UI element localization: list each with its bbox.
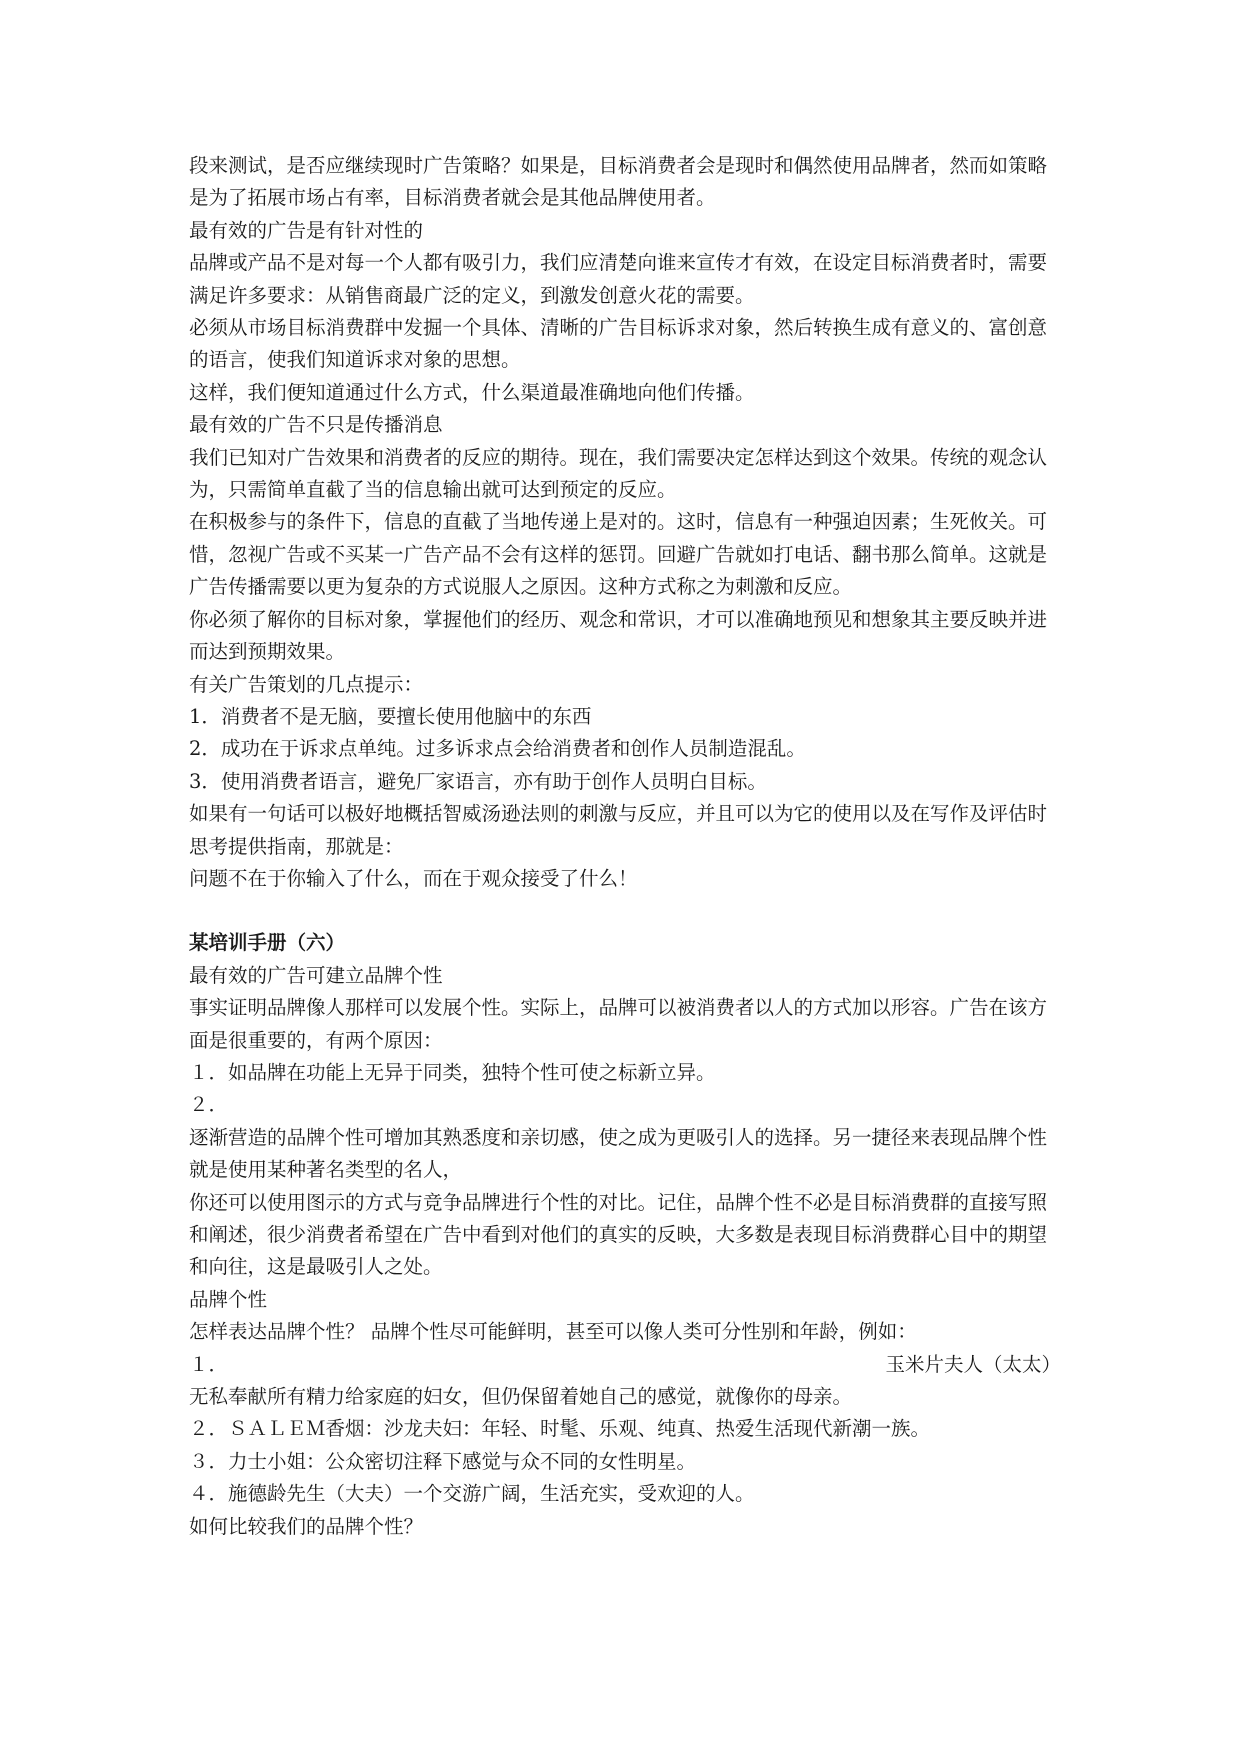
paragraph: 必须从市场目标消费群中发掘一个具体、清晰的广告目标诉求对象，然后转换生成有意义的、富创意的语言，使我们知道诉求对象的思想。 (189, 316, 1048, 372)
list-item: 1．消费者不是无脑，要擅长使用他脑中的东西 (189, 704, 592, 728)
subheading: 最有效的广告是有针对性的 (189, 218, 424, 242)
paragraph: 这样，我们便知道通过什么方式，什么渠道最准确地向他们传播。 (189, 380, 755, 404)
list-item: ３．力士小姐：公众密切注释下感觉与众不同的女性明星。 (189, 1449, 697, 1473)
paragraph: 事实证明品牌像人那样可以发展个性。实际上，品牌可以被消费者以人的方式加以形容。广告在该方面是很重要的，有两个原因： (189, 996, 1048, 1052)
paragraph: 品牌或产品不是对每一个人都有吸引力，我们应清楚向谁来宣传才有效，在设定目标消费者时，需要满足许多要求：从销售商最广泛的定义，到激发创意火花的需要。 (189, 251, 1048, 307)
section-title: 某培训手册（六） (189, 931, 346, 955)
subheading: 品牌个性 (189, 1287, 268, 1311)
paragraph: 段来测试，是否应继续现时广告策略？如果是，目标消费者会是现时和偶然使用品牌者，然而如策略是为了拓展市场占有率，目标消费者就会是其他品牌使用者。 (189, 154, 1048, 210)
paragraph: 如何比较我们的品牌个性？ (189, 1514, 424, 1538)
list-item: ２． (189, 1093, 229, 1117)
paragraph: 问题不在于你输入了什么，而在于观众接受了什么！ (189, 866, 638, 890)
list-item: ２．ＳＡＬＥＭ香烟：沙龙夫妇：年轻、时髦、乐观、纯真、热爱生活现代新潮一族。 (189, 1417, 931, 1441)
subheading: 有关广告策划的几点提示： (189, 672, 424, 696)
subheading: 最有效的广告不只是传播消息 (189, 413, 443, 437)
example-name: 玉米片夫人（太太） (885, 1352, 1061, 1376)
example-number: １． (189, 1352, 229, 1376)
paragraph: 如果有一句话可以极好地概括智威汤逊法则的刺激与反应，并且可以为它的使用以及在写作及评估时思考提供指南，那就是： (189, 802, 1048, 858)
document-page (189, 150, 1061, 1543)
paragraph: 你还可以使用图示的方式与竞争品牌进行个性的对比。记住，品牌个性不必是目标消费群的直接写照和阐述，很少消费者希望在广告中看到对他们的真实的反映，大多数是表现目标消费群心目中的期望和向往，这是最吸引人之处。 (189, 1190, 1048, 1279)
paragraph: 无私奉献所有精力给家庭的妇女，但仍保留着她自己的感觉，就像你的母亲。 (189, 1385, 853, 1409)
paragraph: 怎样表达品牌个性？ 品牌个性尽可能鲜明，甚至可以像人类可分性别和年龄，例如： (189, 1320, 917, 1344)
example-row (189, 1349, 1061, 1381)
list-item: ４．施德龄先生（大夫）一个交游广阔，生活充实，受欢迎的人。 (189, 1482, 755, 1506)
paragraph: 你必须了解你的目标对象，掌握他们的经历、观念和常识，才可以准确地预见和想象其主要反映并进而达到预期效果。 (189, 607, 1048, 664)
list-item: １．如品牌在功能上无异于同类，独特个性可使之标新立异。 (189, 1060, 716, 1084)
list-item: 3．使用消费者语言，避免厂家语言，亦有助于创作人员明白目标。 (189, 769, 767, 793)
subheading: 最有效的广告可建立品牌个性 (189, 963, 443, 987)
list-item: 2．成功在于诉求点单纯。过多诉求点会给消费者和创作人员制造混乱。 (189, 737, 806, 761)
paragraph: 逐渐营造的品牌个性可增加其熟悉度和亲切感，使之成为更吸引人的选择。另一捷径来表现品牌个性就是使用某种著名类型的名人， (189, 1125, 1048, 1182)
paragraph: 我们已知对广告效果和消费者的反应的期待。现在，我们需要决定怎样达到这个效果。传统的观念认为，只需简单直截了当的信息输出就可达到预定的反应。 (189, 445, 1048, 502)
paragraph: 在积极参与的条件下，信息的直截了当地传递上是对的。这时，信息有一种强迫因素；生死攸关。可惜，忽视广告或不买某一广告产品不会有这样的惩罚。回避广告就如打电话、翻书那么简单。这就是广告传播需要以更为复杂的方式说服人之原因。这种方式称之为刺激和反应。 (189, 510, 1048, 599)
